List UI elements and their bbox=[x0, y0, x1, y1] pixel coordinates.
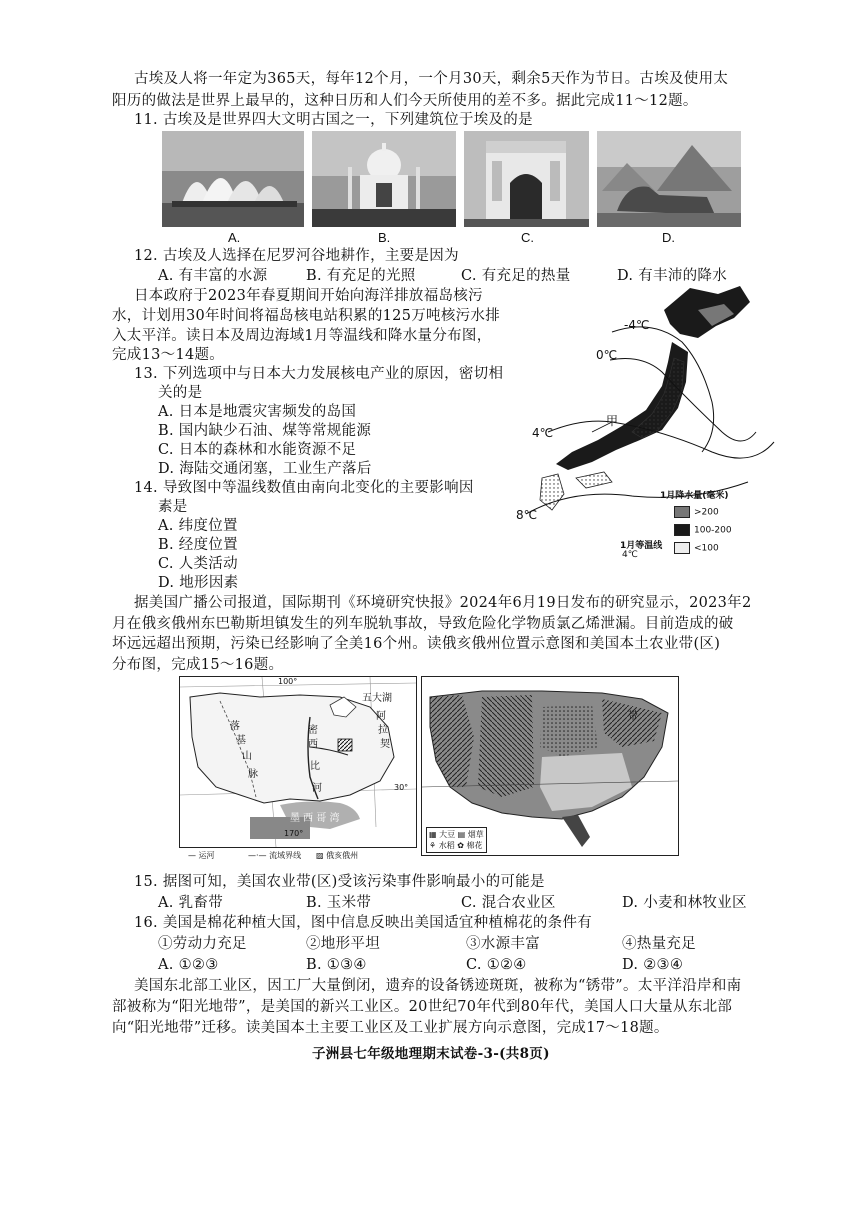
intro3-line1: 据美国广播公司报道，国际期刊《环境研究快报》2024年6月19日发布的研究显示，2023年2 bbox=[134, 595, 752, 611]
q15-option-d[interactable]: D. 小麦和林牧业区 bbox=[622, 895, 747, 911]
q14-option-d[interactable]: D. 地形因素 bbox=[158, 575, 239, 591]
q14-option-a[interactable]: A. 纬度位置 bbox=[158, 518, 238, 534]
intro4-line1: 美国东北部工业区，因工厂大量倒闭，遗弃的设备锈迹斑斑，被称为“锈带”。太平洋沿岸和南 bbox=[134, 978, 742, 994]
great-lakes-label: 五大湖 bbox=[362, 693, 392, 704]
isotherm-label-4: 4℃ bbox=[532, 426, 554, 440]
intro4-line3: 向“阳光地带”迁移。读美国本土主要工业区及工业扩展方向示意图，完成17～18题。 bbox=[112, 1020, 669, 1036]
belt-char-dai: 带 bbox=[628, 711, 638, 722]
q11-option-b[interactable]: B. bbox=[378, 230, 391, 245]
japan-isotherm-precipitation-map bbox=[512, 282, 780, 572]
q14-option-b[interactable]: B. 经度位置 bbox=[158, 537, 238, 553]
appalachian-char-qi: 契 bbox=[380, 739, 390, 750]
us-agriculture-belt-map bbox=[421, 676, 679, 856]
q15-option-a[interactable]: A. 乳畜带 bbox=[158, 895, 223, 911]
intro2-line4: 完成13～14题。 bbox=[112, 347, 225, 363]
q16-condition-1: ①劳动力充足 bbox=[158, 936, 247, 952]
appalachian-char-a: 阿 bbox=[376, 711, 386, 722]
lon-100-label: 100° bbox=[278, 677, 298, 686]
q13-option-b[interactable]: B. 国内缺少石油、煤等常规能源 bbox=[158, 423, 372, 439]
q12-option-c[interactable]: C. 有充足的热量 bbox=[461, 268, 571, 284]
q16-option-b[interactable]: B. ①③④ bbox=[306, 957, 367, 973]
legend-100-200: 100-200 bbox=[674, 524, 732, 536]
q14-option-c[interactable]: C. 人类活动 bbox=[158, 556, 238, 572]
intro2-line2: 水，计划用30年时间将福岛核电站积累的125万吨核污水排 bbox=[112, 308, 501, 324]
crop-legend bbox=[426, 827, 487, 853]
intro2-line3: 入太平洋。读日本及周边海域1月等温线和降水量分布图， bbox=[112, 328, 492, 344]
legend-lt100: <100 bbox=[674, 542, 719, 554]
rockies-char-luo: 落 bbox=[230, 721, 240, 732]
legend-canal: — 运河 bbox=[188, 851, 215, 860]
rockies-char-shan: 山 bbox=[242, 751, 252, 762]
intro1-line1: 古埃及人将一年定为365天，每年12个月，一个月30天，剩余5天作为节日。古埃及使用太 bbox=[134, 71, 729, 87]
photo-taj-mahal bbox=[312, 131, 456, 227]
location-jia-label: 甲 bbox=[606, 414, 619, 428]
intro3-line3: 坏远远超出预期，污染已经影响了全美16个州。读俄亥俄州位置示意图和美国本土农业带(区) bbox=[112, 636, 721, 652]
q16-option-d[interactable]: D. ②③④ bbox=[622, 957, 684, 973]
mississippi-char-xi: 西 bbox=[308, 739, 318, 750]
intro2-line1: 日本政府于2023年春夏期间开始向海洋排放福岛核污 bbox=[134, 288, 483, 304]
gulf-of-mexico-label: 墨 西 哥 湾 bbox=[290, 813, 340, 824]
mississippi-char-mi: 密 bbox=[308, 725, 318, 736]
q13-option-d[interactable]: D. 海陆交通闭塞，工业生产落后 bbox=[158, 461, 372, 477]
q12-option-b[interactable]: B. 有充足的光照 bbox=[306, 268, 416, 284]
q16-option-c[interactable]: C. ①②④ bbox=[466, 957, 527, 973]
appalachian-char-la: 拉 bbox=[378, 725, 388, 736]
q16-condition-3: ③水源丰富 bbox=[466, 936, 540, 952]
q16-stem: 16. 美国是棉花种植大国，图中信息反映出美国适宜种植棉花的条件有 bbox=[134, 915, 593, 931]
q13-option-a[interactable]: A. 日本是地震灾害频发的岛国 bbox=[158, 404, 357, 420]
q11-option-a[interactable]: A. bbox=[228, 230, 241, 245]
q13-stem-line1: 13. 下列选项中与日本大力发展核电产业的原因，密切相 bbox=[134, 366, 504, 382]
q16-condition-4: ④热量充足 bbox=[622, 936, 696, 952]
legend-soybean: ▦ 大豆 ▤ 烟草 bbox=[429, 830, 484, 839]
legend-basin-border: —·— 流域界线 bbox=[248, 851, 302, 860]
legend-swatch-lt100 bbox=[674, 542, 690, 554]
intro3-line4: 分布图，完成15～16题。 bbox=[112, 657, 284, 673]
q12-option-d[interactable]: D. 有丰沛的降水 bbox=[617, 268, 728, 284]
q11-stem: 11. 古埃及是世界四大文明古国之一，下列建筑位于埃及的是 bbox=[134, 112, 533, 128]
q14-stem-line1: 14. 导致图中等温线数值由南向北变化的主要影响因 bbox=[134, 480, 474, 496]
q14-stem-line2: 素是 bbox=[158, 499, 188, 515]
q13-stem-line2: 关的是 bbox=[158, 385, 203, 401]
mississippi-char-he: 河 bbox=[312, 783, 322, 794]
legend-gt200: >200 bbox=[674, 506, 719, 518]
legend-swatch-gt200 bbox=[674, 506, 690, 518]
q11-option-c[interactable]: C. bbox=[521, 230, 534, 245]
rockies-char-mai: 脉 bbox=[248, 769, 258, 780]
page-footer: 子洲县七年级地理期末试卷-3-(共8页) bbox=[312, 1046, 550, 1062]
q16-option-a[interactable]: A. ①②③ bbox=[158, 957, 219, 973]
q15-option-c[interactable]: C. 混合农业区 bbox=[461, 895, 556, 911]
q16-condition-2: ②地形平坦 bbox=[306, 936, 380, 952]
photo-arc-de-triomphe bbox=[464, 131, 589, 227]
isotherm-label-0: 0℃ bbox=[596, 348, 618, 362]
q12-option-a[interactable]: A. 有丰富的水源 bbox=[158, 268, 268, 284]
isotherm-label-minus4: -4℃ bbox=[624, 318, 650, 332]
legend-swatch-100-200 bbox=[674, 524, 690, 536]
q12-stem: 12. 古埃及人选择在尼罗河谷地耕作，主要是因为 bbox=[134, 248, 459, 264]
lat-30-label: 30° bbox=[394, 783, 409, 792]
legend-ohio: ▨ 俄亥俄州 bbox=[316, 851, 359, 860]
photo-sydney-opera-house bbox=[162, 131, 304, 227]
intro3-line2: 月在俄亥俄州东巴勒斯坦镇发生的列车脱轨事故，导致危险化学物质氯乙烯泄漏。目前造成的破 bbox=[112, 616, 734, 632]
intro1-line2: 阳历的做法是世界上最早的，这种日历和人们今天所使用的差不多。据此完成11～12题。 bbox=[112, 93, 698, 109]
q15-stem: 15. 据图可知，美国农业带(区)受该污染事件影响最小的可能是 bbox=[134, 874, 545, 890]
rockies-char-ji: 基 bbox=[236, 735, 246, 746]
legend-title: 1月降水量(毫米) bbox=[660, 491, 729, 501]
photo-sphinx-pyramids bbox=[597, 131, 741, 227]
isotherm-label-8: 8℃ bbox=[516, 508, 538, 522]
lon-170-label: 170° bbox=[284, 829, 304, 838]
legend-isotherm-value: 4℃ bbox=[622, 550, 638, 560]
q13-option-c[interactable]: C. 日本的森林和水能资源不足 bbox=[158, 442, 357, 458]
legend-isotherm-title: 1月等温线 bbox=[620, 541, 663, 551]
ohio-location-map bbox=[179, 676, 417, 848]
intro4-line2: 部被称为“阳光地带”，是美国的新兴工业区。20世纪70年代到80年代，美国人口大量从东北部 bbox=[112, 999, 733, 1015]
q15-option-b[interactable]: B. 玉米带 bbox=[306, 895, 372, 911]
q11-option-d[interactable]: D. bbox=[662, 230, 675, 245]
legend-rice: ⚘ 水稻 ✿ 棉花 bbox=[429, 841, 483, 850]
mississippi-char-bi: 比 bbox=[310, 761, 320, 772]
